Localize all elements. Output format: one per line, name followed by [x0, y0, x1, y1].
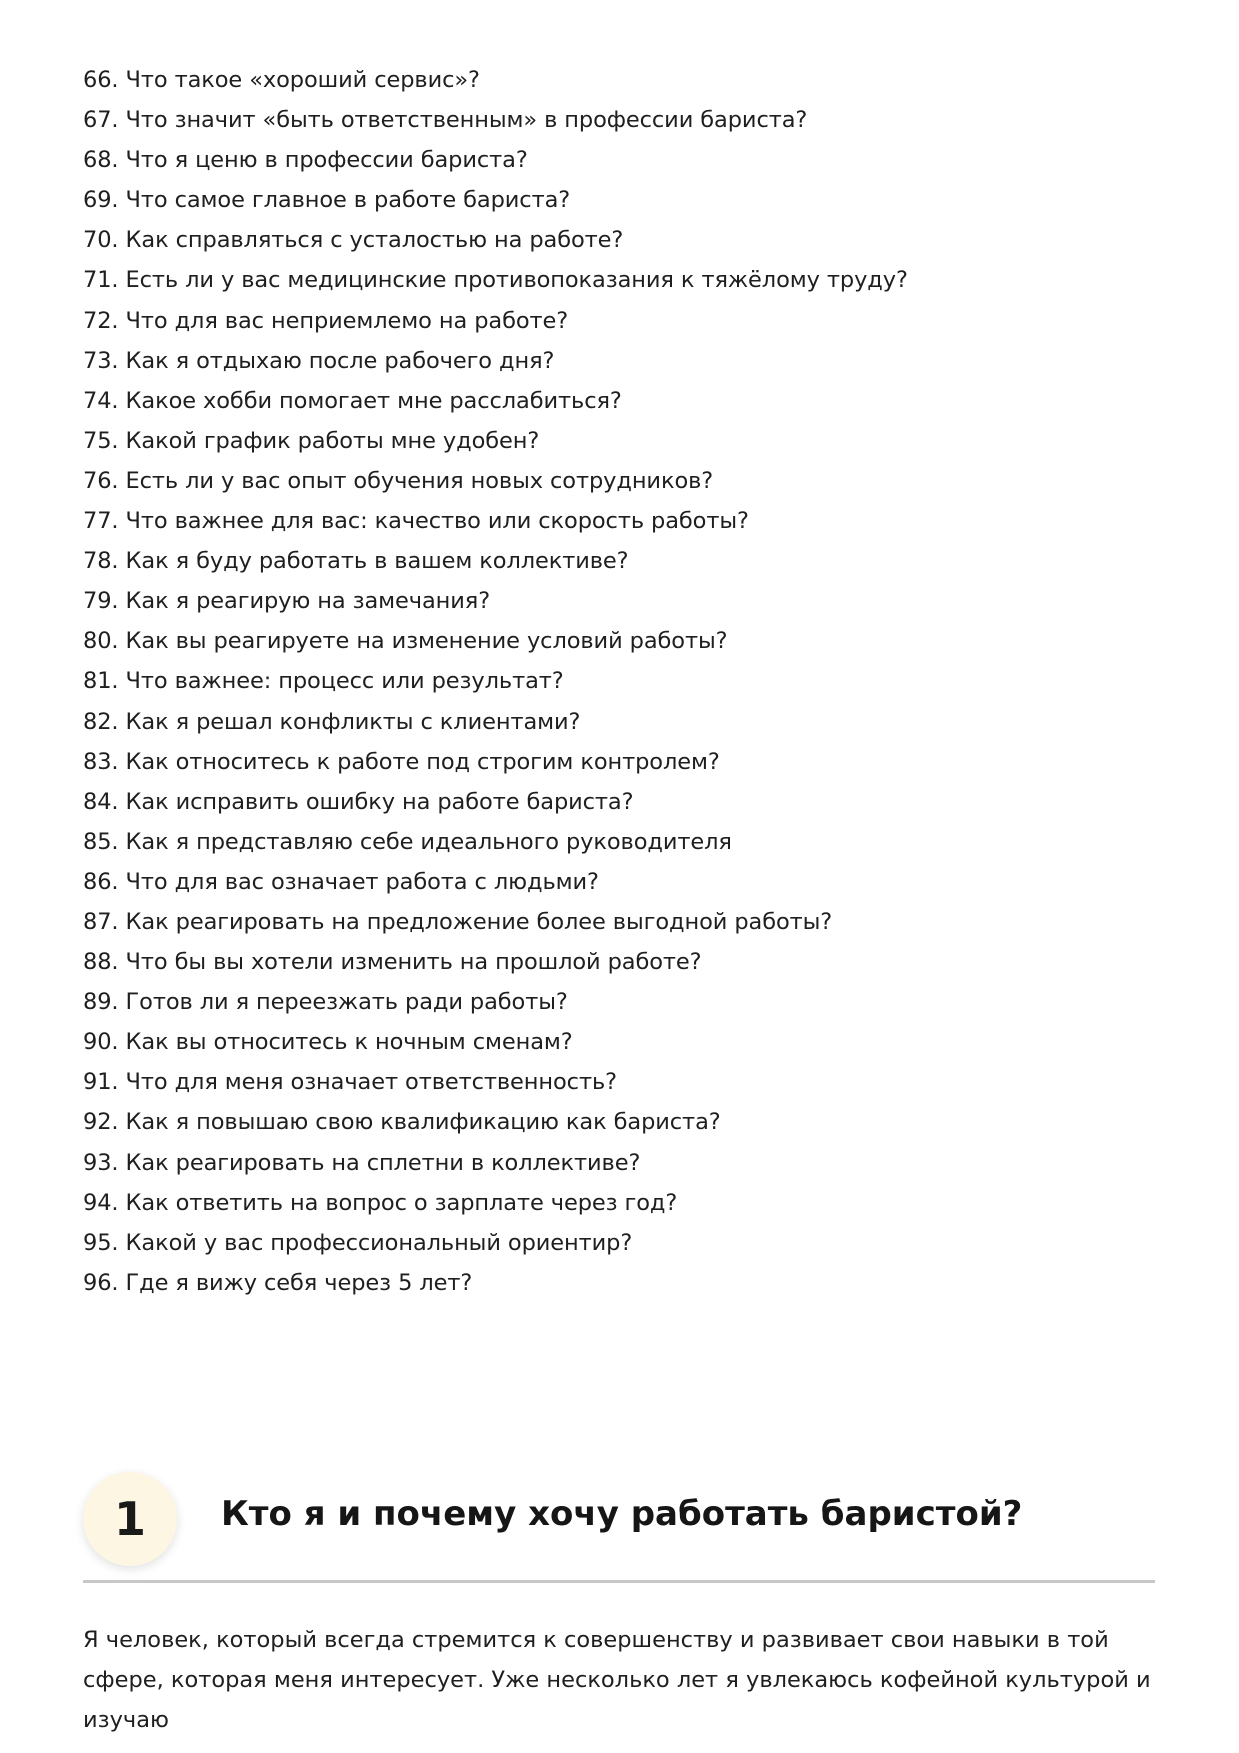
- list-item: 73. Как я отдыхаю после рабочего дня?: [83, 347, 555, 374]
- list-item: 96. Где я вижу себя через 5 лет?: [83, 1269, 473, 1296]
- list-item: 82. Как я решал конфликты с клиентами?: [83, 708, 581, 735]
- list-item: 94. Как ответить на вопрос о зарплате через год?: [83, 1189, 678, 1216]
- list-item: 92. Как я повышаю свою квалификацию как бариста?: [83, 1109, 721, 1136]
- list-item: 85. Как я представляю себе идеального руководителя: [83, 828, 732, 855]
- list-item: 77. Что важнее для вас: качество или скорость работы?: [83, 508, 749, 535]
- list-item: 70. Как справляться с усталостью на работе?: [83, 227, 624, 254]
- section-number-badge: 1: [83, 1472, 177, 1566]
- section-header: [83, 1466, 1155, 1583]
- section-body-text: Я человек, который всегда стремится к совершенству и развивает свои навыки в той сфере, которая меня интересует. Уже несколько лет я увлекаюсь кофейной культурой и изучаю: [83, 1627, 1151, 1733]
- list-item: 71. Есть ли у вас медицинские противопоказания к тяжёлому труду?: [83, 267, 908, 294]
- list-item: 90. Как вы относитесь к ночным сменам?: [83, 1029, 573, 1056]
- list-item: 67. Что значит «быть ответственным» в профессии бариста?: [83, 107, 808, 134]
- list-item: 75. Какой график работы мне удобен?: [83, 427, 540, 454]
- list-item: 93. Как реагировать на сплетни в коллективе?: [83, 1149, 641, 1176]
- list-item: 95. Какой у вас профессиональный ориентир?: [83, 1229, 633, 1256]
- list-item: 66. Что такое «хороший сервис»?: [83, 67, 480, 93]
- list-item: 91. Что для меня означает ответственность?: [83, 1069, 617, 1096]
- list-item: 69. Что самое главное в работе бариста?: [83, 187, 571, 214]
- list-item: 78. Как я буду работать в вашем коллективе?: [83, 548, 629, 575]
- list-item: 81. Что важнее: процесс или результат?: [83, 668, 564, 695]
- list-item: 86. Что для вас означает работа с людьми?: [83, 868, 599, 895]
- list-item: 89. Готов ли я переезжать ради работы?: [83, 989, 568, 1016]
- list-item: 74. Какое хобби помогает мне расслабиться?: [83, 387, 622, 414]
- section-title: Кто я и почему хочу работать баристой?: [221, 1494, 1023, 1534]
- list-item: 83. Как относитесь к работе под строгим контролем?: [83, 748, 720, 775]
- list-item: 72. Что для вас неприемлемо на работе?: [83, 307, 569, 334]
- list-item: 79. Как я реагирую на замечания?: [83, 588, 491, 615]
- list-item: 68. Что я ценю в профессии бариста?: [83, 147, 528, 174]
- list-item: 76. Есть ли у вас опыт обучения новых сотрудников?: [83, 467, 714, 494]
- question-list: [83, 60, 908, 1303]
- list-item: 84. Как исправить ошибку на работе бариста?: [83, 788, 634, 815]
- list-item: 88. Что бы вы хотели изменить на прошлой работе?: [83, 949, 702, 976]
- list-item: 87. Как реагировать на предложение более выгодной работы?: [83, 908, 833, 935]
- list-item: 80. Как вы реагируете на изменение условий работы?: [83, 628, 728, 655]
